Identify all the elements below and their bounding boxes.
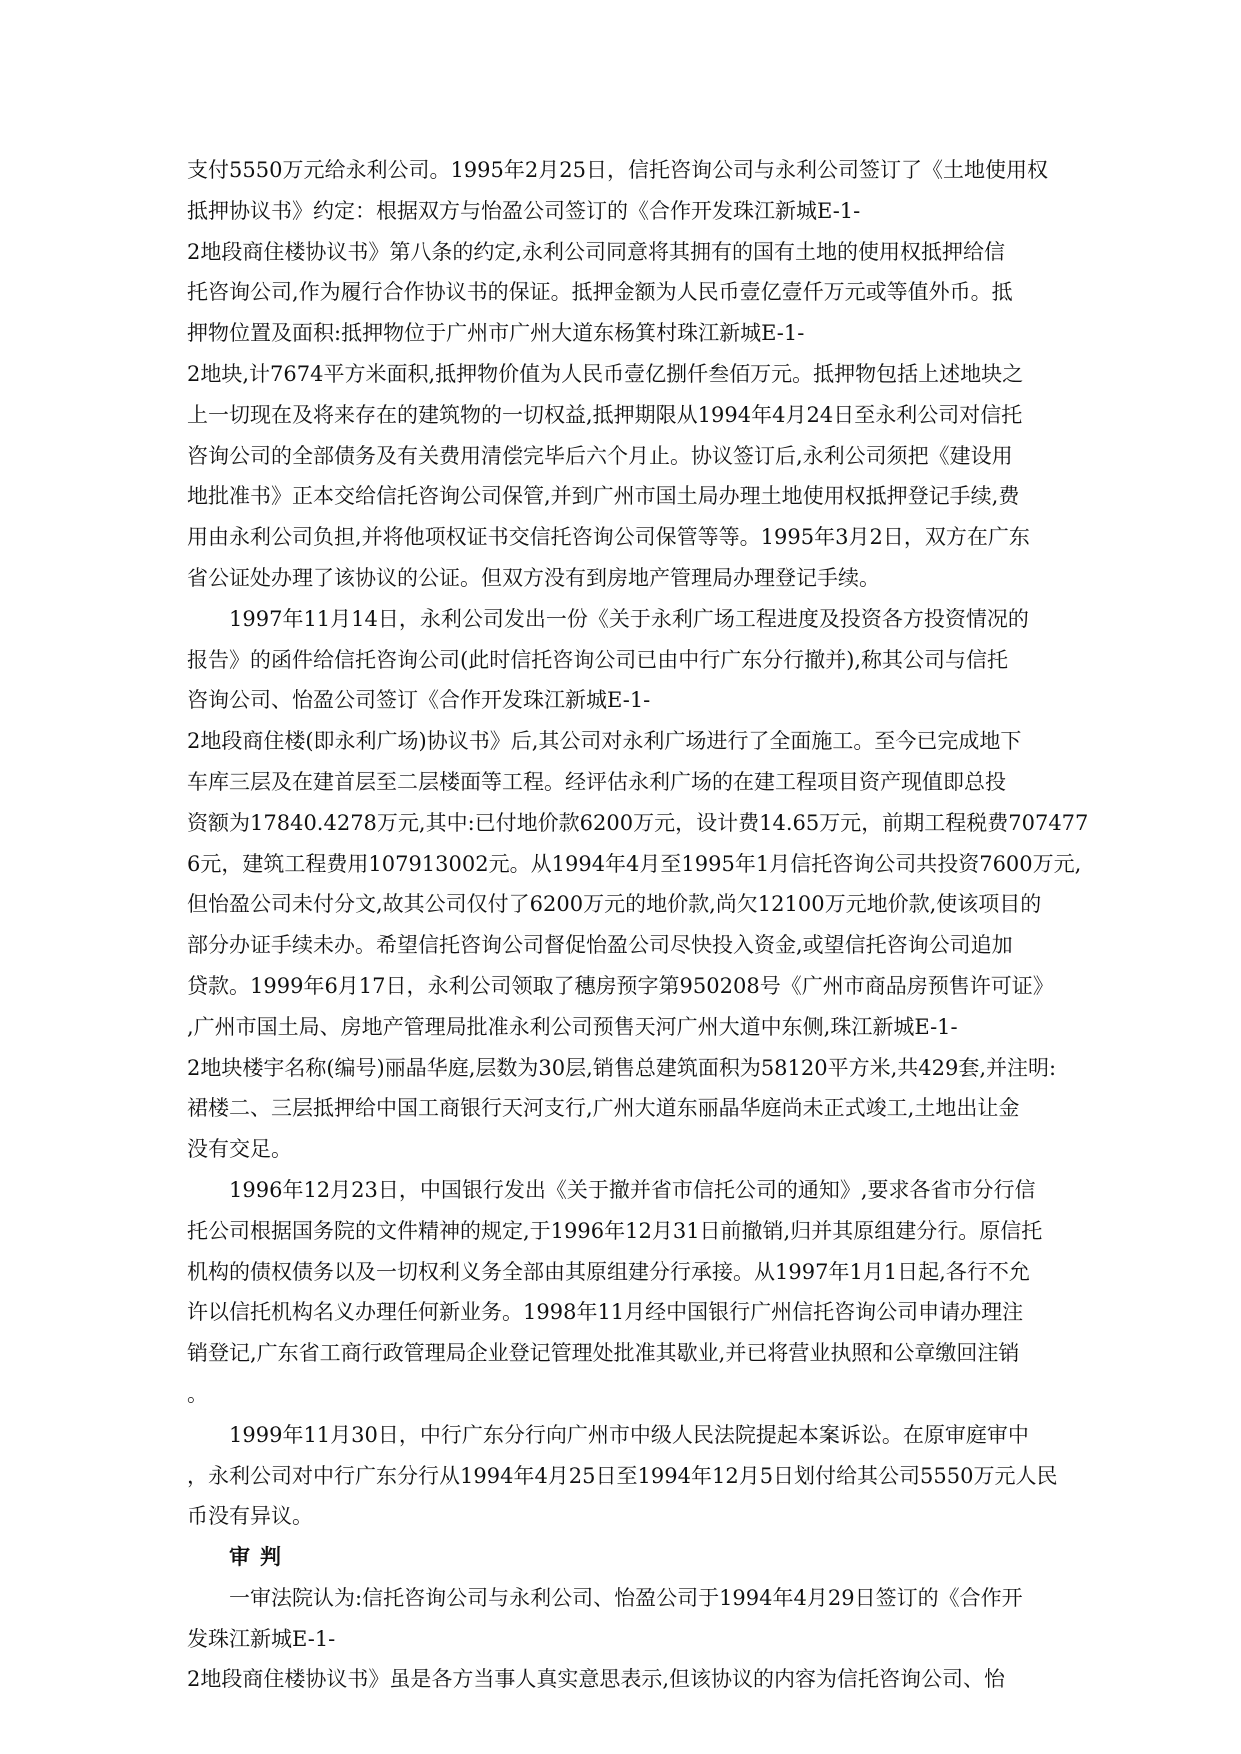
text-line: 但怡盈公司未付分文,故其公司仅付了6200万元的地价款,尚欠12100万元地价款,使该项目的 [187,892,1042,917]
text-line: 2地块,计7674平方米面积,抵押物价值为人民币壹亿捌仟叁佰万元。抵押物包括上述地块之 [187,361,1024,386]
text-line: 币没有异议。 [187,1504,313,1529]
document-body [187,150,1089,1700]
paragraph-start-line: 1996年12月23日，中国银行发出《关于撤并省市信托公司的通知》,要求各省市分行信 [229,1177,1036,1202]
text-line: 车库三层及在建首层至二层楼面等工程。经评估永利广场的在建工程项目资产现值即总投 [187,769,1006,794]
text-line: 押物位置及面积:抵押物位于广州市广州大道东杨箕村珠江新城E-1- [187,321,805,346]
text-line: 2地段商住楼协议书》虽是各方当事人真实意思表示,但该协议的内容为信托咨询公司、怡 [187,1667,1006,1692]
text-line: ，永利公司对中行广东分行从1994年4月25日至1994年12月5日划付给其公司5550万元人民 [187,1463,1058,1488]
text-line: 2地段商住楼协议书》第八条的约定,永利公司同意将其拥有的国有土地的使用权抵押给信 [187,239,1006,264]
text-line: 咨询公司的全部债务及有关费用清偿完毕后六个月止。协议签订后,永利公司须把《建设用 [187,443,1013,468]
text-line: 。 [187,1381,208,1406]
text-line: 裙楼二、三层抵押给中国工商银行天河支行,广州大道东丽晶华庭尚未正式竣工,土地出让金 [187,1096,1020,1121]
paragraph-start-line: 1999年11月30日，中行广东分行向广州市中级人民法院提起本案诉讼。在原审庭审中 [229,1422,1029,1447]
text-line: 省公证处办理了该协议的公证。但双方没有到房地产管理局办理登记手续。 [187,565,880,590]
text-line: 2地块楼宇名称(编号)丽晶华庭,层数为30层,销售总建筑面积为58120平方米,共429套,并注明: [187,1055,1057,1080]
text-line: 许以信托机构名义办理任何新业务。1998年11月经中国银行广州信托咨询公司申请办理注 [187,1300,1024,1325]
text-line: 发珠江新城E-1- [187,1626,336,1651]
text-line: 咨询公司、怡盈公司签订《合作开发珠江新城E-1- [187,688,651,713]
text-line: 报告》的函件给信托咨询公司(此时信托咨询公司已由中行广东分行撤并),称其公司与信托 [187,647,1009,672]
text-line: 用由永利公司负担,并将他项权证书交信托咨询公司保管等等。1995年3月2日，双方在广东 [187,525,1030,550]
text-line: 部分办证手续未办。希望信托咨询公司督促怡盈公司尽快投入资金,或望信托咨询公司追加 [187,933,1013,958]
text-line: 没有交足。 [187,1137,292,1162]
text-line: 6元，建筑工程费用107913002元。从1994年4月至1995年1月信托咨询公司共投资7600万元, [187,851,1082,876]
text-line: 2地段商住楼(即永利广场)协议书》后,其公司对永利广场进行了全面施工。至今已完成地下 [187,729,1022,754]
paragraph-start-line: 一审法院认为:信托咨询公司与永利公司、怡盈公司于1994年4月29日签订的《合作开 [229,1585,1023,1610]
text-line: 资额为17840.4278万元,其中:已付地价款6200万元，设计费14.65万元，前期工程税费707477 [187,810,1089,835]
text-line: 支付5550万元给永利公司。1995年2月25日，信托咨询公司与永利公司签订了《土地使用权 [187,158,1048,182]
text-line: 销登记,广东省工商行政管理局企业登记管理处批准其歇业,并已将营业执照和公章缴回注销 [187,1341,1020,1366]
paragraph-start-line: 1997年11月14日，永利公司发出一份《关于永利广场工程进度及投资各方投资情况的 [229,606,1029,631]
text-line: 地批准书》正本交给信托咨询公司保管,并到广州市国土局办理土地使用权抵押登记手续,费 [187,484,1020,509]
text-line: 上一切现在及将来存在的建筑物的一切权益,抵押期限从1994年4月24日至永利公司对信托 [187,402,1023,427]
text-line: 托公司根据国务院的文件精神的规定,于1996年12月31日前撤销,归并其原组建分行。原信托 [187,1218,1043,1243]
section-heading: 审判 [229,1544,291,1570]
text-line: 贷款。1999年6月17日，永利公司领取了穗房预字第950208号《广州市商品房预售许可证》 [187,973,1054,998]
text-line: 托咨询公司,作为履行合作协议书的保证。抵押金额为人民币壹亿壹仟万元或等值外币。抵 [187,280,1013,305]
text-line: 抵押协议书》约定：根据双方与怡盈公司签订的《合作开发珠江新城E-1- [187,198,861,223]
text-line: ,广州市国土局、房地产管理局批准永利公司预售天河广州大道中东侧,珠江新城E-1- [187,1014,958,1039]
text-line: 机构的债权债务以及一切权利义务全部由其原组建分行承接。从1997年1月1日起,各行不允 [187,1259,1030,1284]
